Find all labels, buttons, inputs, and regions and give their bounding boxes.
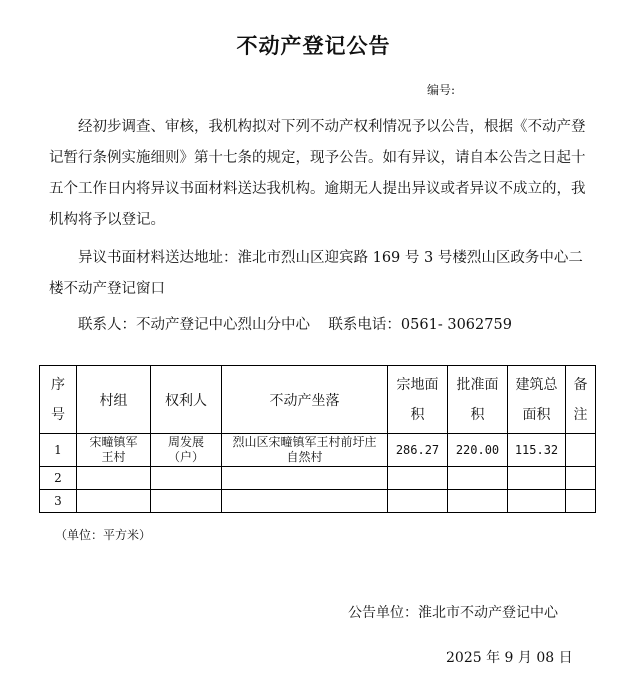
- table-row: [40, 434, 596, 467]
- table-cell: [388, 490, 448, 513]
- table-cell: 烈山区宋疃镇军王村前圩庄自然村: [222, 434, 388, 467]
- table-cell: [151, 467, 222, 490]
- unit-note: （单位：平方米）: [55, 528, 152, 542]
- page-title: 不动产登记公告: [236, 34, 391, 58]
- table-header-row: [40, 366, 596, 434]
- table-cell: 2: [40, 467, 77, 490]
- header-cell: 建筑总面积: [508, 366, 566, 434]
- table-cell: [508, 490, 566, 513]
- header-cell: 批准面积: [448, 366, 508, 434]
- table-cell: [566, 467, 596, 490]
- intro-paragraph: 经初步调查、审核，我机构拟对下列不动产权利情况予以公告，根据《不动产登记暂行条例实施细则》第十七条的规定，现予公告。如有异议，请自本公告之日起十五个工作日内将异议书面材料送达我机构。逾期无人提出异议或者异议不成立的，我机构将予以登记。: [49, 119, 586, 228]
- table-cell: [222, 467, 388, 490]
- table-row: [40, 467, 596, 490]
- table-cell: [151, 490, 222, 513]
- table-cell: [222, 490, 388, 513]
- header-cell: 权利人: [151, 366, 222, 434]
- table-cell: 1: [40, 434, 77, 467]
- issuer-line: 公告单位：淮北市不动产登记中心: [348, 605, 558, 621]
- header-cell: 村组: [77, 366, 151, 434]
- table-cell: [388, 467, 448, 490]
- table-cell: 宋疃镇军王村: [77, 434, 151, 467]
- table-cell: [566, 434, 596, 467]
- table-cell: 3: [40, 490, 77, 513]
- table-cell: 286.27: [388, 434, 448, 467]
- table-cell: 115.32: [508, 434, 566, 467]
- table-cell: [566, 490, 596, 513]
- table-row: [40, 490, 596, 513]
- header-cell: 不动产坐落: [222, 366, 388, 434]
- property-table: [39, 365, 596, 513]
- table-cell: [77, 467, 151, 490]
- table-cell: [77, 490, 151, 513]
- header-cell: 备注: [566, 366, 596, 434]
- header-cell: 宗地面积: [388, 366, 448, 434]
- header-cell: 序号: [40, 366, 77, 434]
- contact-paragraph: 联系人：不动产登记中心烈山分中心 联系电话：0561- 3062759: [78, 317, 512, 333]
- issue-date: 2025 年 9 月 08 日: [446, 650, 573, 666]
- table-cell: [508, 467, 566, 490]
- table-cell: [448, 490, 508, 513]
- notice-number-label: 编号:: [427, 83, 456, 97]
- table-cell: 220.00: [448, 434, 508, 467]
- table-cell: 周发展（户）: [151, 434, 222, 467]
- address-paragraph: 异议书面材料送达地址：淮北市烈山区迎宾路 169 号 3 号楼烈山区政务中心二楼不动产登记窗口: [49, 250, 583, 297]
- table-cell: [448, 467, 508, 490]
